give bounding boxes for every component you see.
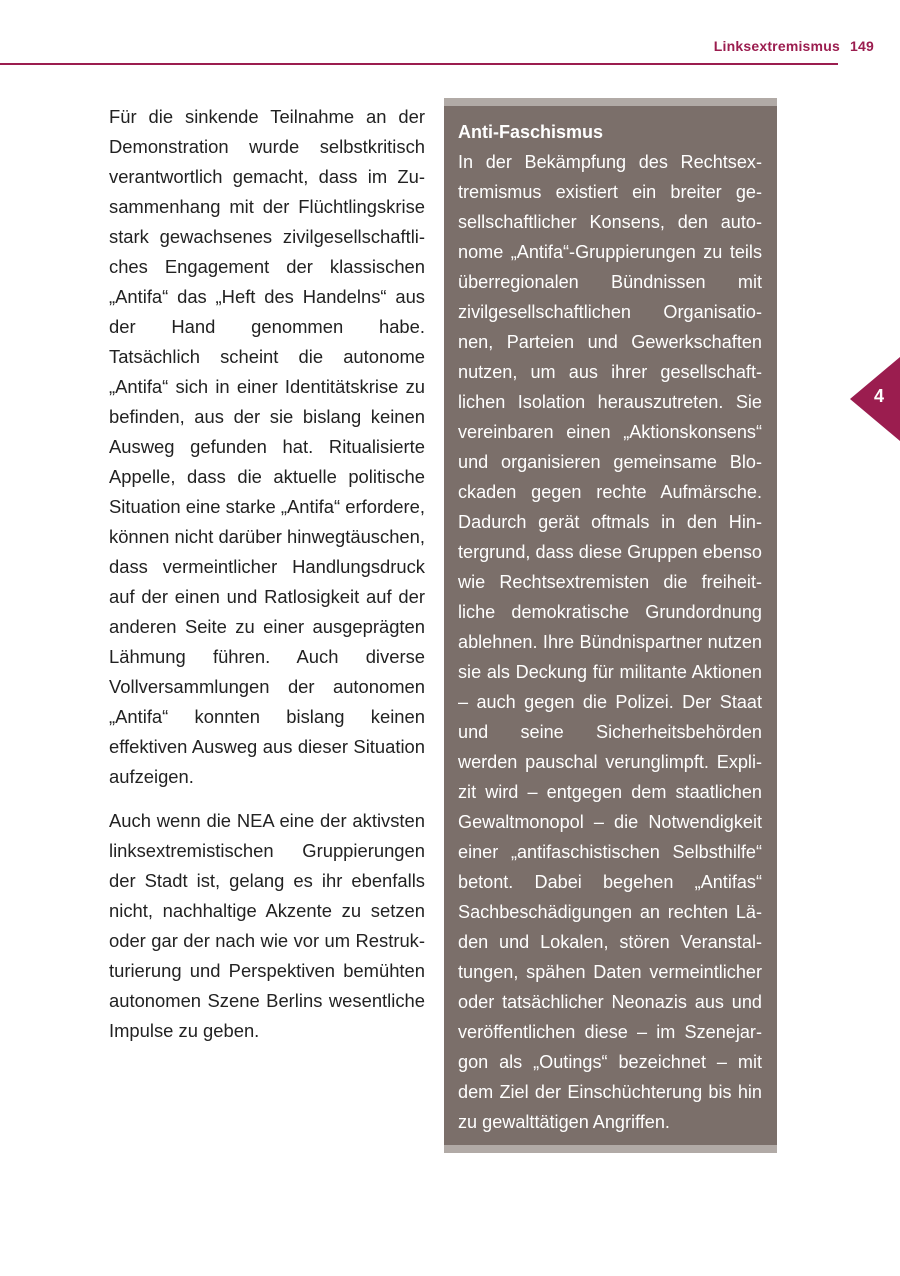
body-paragraph: Auch wenn die NEA eine der aktivsten linksextremistischen Gruppierungen der Stadt ist, gelang es ihr ebenfalls nicht, nachhaltige Akzente zu setzen oder gar der nach wie vor um Restrukturierung und Perspektiven bemühten autonomen Szene Berlins wesentliche Impulse zu geben.	[109, 810, 425, 1041]
body-paragraph: Für die sinkende Teilnahme an der Demonstration wurde selbstkritisch verantwortlich gemacht, dass im Zusammenhang mit der Flüchtlingskrise stark gewachsenes zivilgesellschaftliches Engagement der klassischen „Antifa“ das „Heft des Handelns“ aus der Hand genommen habe. Tatsächlich scheint die autonome „Antifa“ sich in einer Identitätskrise zu befinden, aus der sie bislang keinen Ausweg gefunden hat. Ritualisierte Appelle, dass die aktuelle politische Situation eine starke „Antifa“ erfordere, können nicht darüber hinwegtäuschen, dass vermeintlicher Handlungsdruck auf der einen und Ratlosigkeit auf der anderen Seite zu einer ausgeprägten Lähmung führen. Auch diverse Vollversammlungen der autonomen „Antifa“ konnten bislang keinen effektiven Ausweg aus dieser Situation aufzeigen.	[109, 106, 425, 787]
chapter-tab	[850, 357, 900, 441]
chapter-number: 4	[874, 386, 885, 406]
header-rule	[0, 63, 838, 65]
info-box-anti-faschismus	[444, 98, 777, 1153]
info-box-title: Anti-Faschismus	[458, 122, 604, 142]
running-header	[714, 38, 874, 54]
section-title: Linksextremismus	[713, 38, 840, 54]
info-box-body: In der Bekämpfung des Rechtsextremismus existiert ein breiter gesellschaftlicher Konsens, den autonome „Antifa“-Gruppierungen zu teils überregionalen Bündnissen mit zivilgesellschaftlichen Organisationen, Parteien und Gewerkschaften nutzen, um aus ihrer gesellschaftlichen Isolation herauszutreten. Sie vereinbaren einen „Aktionskonsens“ und organisieren gemeinsame Blockaden gegen rechte Aufmärsche. Dadurch gerät oftmals in den Hintergrund, dass diese Gruppen ebenso wie Rechtsextremisten die freiheitliche demokratische Grundordnung ablehnen. Ihre Bündnispartner nutzen sie als Deckung für militante Aktionen – auch gegen die Polizei. Der Staat und seine Sicherheitsbehörden werden pauschal verunglimpft. Explizit wird – entgegen dem staatlichen Gewaltmonopol – die Notwendigkeit einer „antifaschistischen Selbsthilfe“ betont. Dabei begehen „Antifas“ Sachbeschädigungen an rechten Läden und Lokalen, stören Veranstaltungen, spähen Daten vermeintlicher oder tatsächlicher Neonazis aus und veröffentlichen diese – im Szenejargon als „Outings“ bezeichnet – mit dem Ziel der Einschüchterung bis hin zu gewalttätigen Angriffen.	[458, 152, 762, 1132]
main-text-column	[109, 102, 425, 1060]
page-number: 149	[850, 38, 874, 54]
